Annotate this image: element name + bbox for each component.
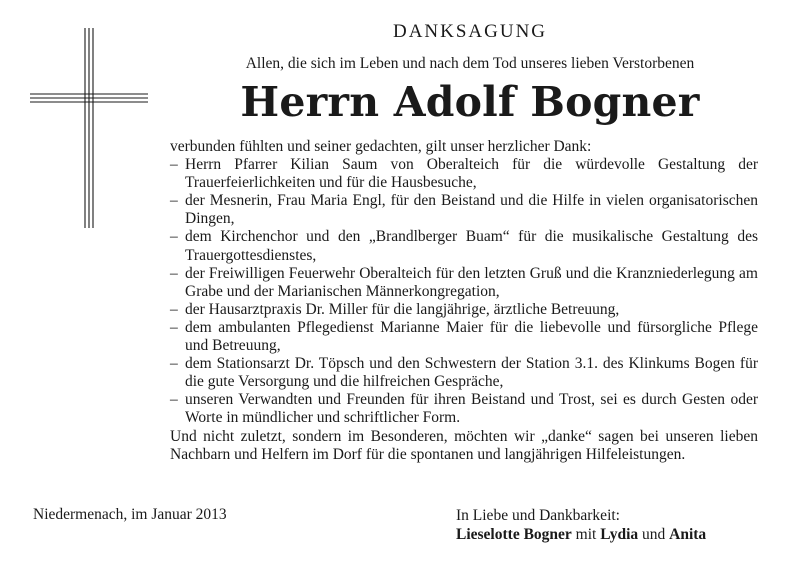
thanks-list	[170, 156, 758, 427]
notice-intro: Allen, die sich im Leben und nach dem Tod unseres lieben Verstorbenen	[245, 55, 695, 72]
signature-names	[456, 525, 776, 544]
place-date: Niedermenach, im Januar 2013	[33, 506, 227, 523]
signature-name: Lieselotte Bogner	[456, 526, 572, 543]
list-item: – unseren Verwandten und Freunden für ihren Beistand und Trost, sei es durch Gesten oder Worte in mündlicher und schriftlicher Form.	[170, 391, 758, 427]
deceased-name: Herrn Adolf Bogner	[240, 78, 700, 126]
lead-text: verbunden fühlten und seiner gedachten, gilt unser herzlicher Dank:	[170, 138, 592, 155]
signature-block	[456, 506, 776, 544]
signature-joiner: mit	[575, 526, 597, 543]
list-item: – der Mesnerin, Frau Maria Engl, für den Beistand und die Hilfe in vielen organisatorischen Dingen,	[170, 192, 758, 228]
notice-body	[170, 138, 758, 464]
signature-name: Anita	[669, 526, 707, 543]
cross-icon	[30, 28, 148, 228]
list-item: – Herrn Pfarrer Kilian Saum von Oberalteich für die würdevolle Gestaltung der Trauerfeierlichkeiten und für die Hausbesuche,	[170, 156, 758, 192]
signature-line: In Liebe und Dankbarkeit:	[456, 507, 620, 524]
notice-heading: DANKSAGUNG	[392, 21, 548, 42]
list-item: – dem Stationsarzt Dr. Töpsch und den Schwestern der Station 3.1. des Klinkums Bogen für die gute Versorgung und die hilfreichen Gespräche,	[170, 355, 758, 391]
list-item: – dem Kirchenchor und den „Brandlberger Buam“ für die musikalische Gestaltung des Trauergottesdienstes,	[170, 228, 758, 264]
list-item: – dem ambulanten Pflegedienst Marianne Maier für die liebevolle und fürsorgliche Pflege und Betreuung,	[170, 319, 758, 355]
signature-name: Lydia	[600, 526, 639, 543]
list-item: – der Hausarztpraxis Dr. Miller für die langjährige, ärztliche Betreuung,	[170, 301, 758, 319]
closing-text: Und nicht zuletzt, sondern im Besonderen, möchten wir „danke“ sagen bei unseren lieben Nachbarn und Helfern im Dorf für die spontanen und langjährigen Hilfeleistungen.	[170, 427, 758, 463]
signature-joiner: und	[642, 526, 666, 543]
list-item: – der Freiwilligen Feuerwehr Oberalteich für den letzten Gruß und die Kranzniederlegung am Grabe und der Marianischen Männerkongregation,	[170, 265, 758, 301]
